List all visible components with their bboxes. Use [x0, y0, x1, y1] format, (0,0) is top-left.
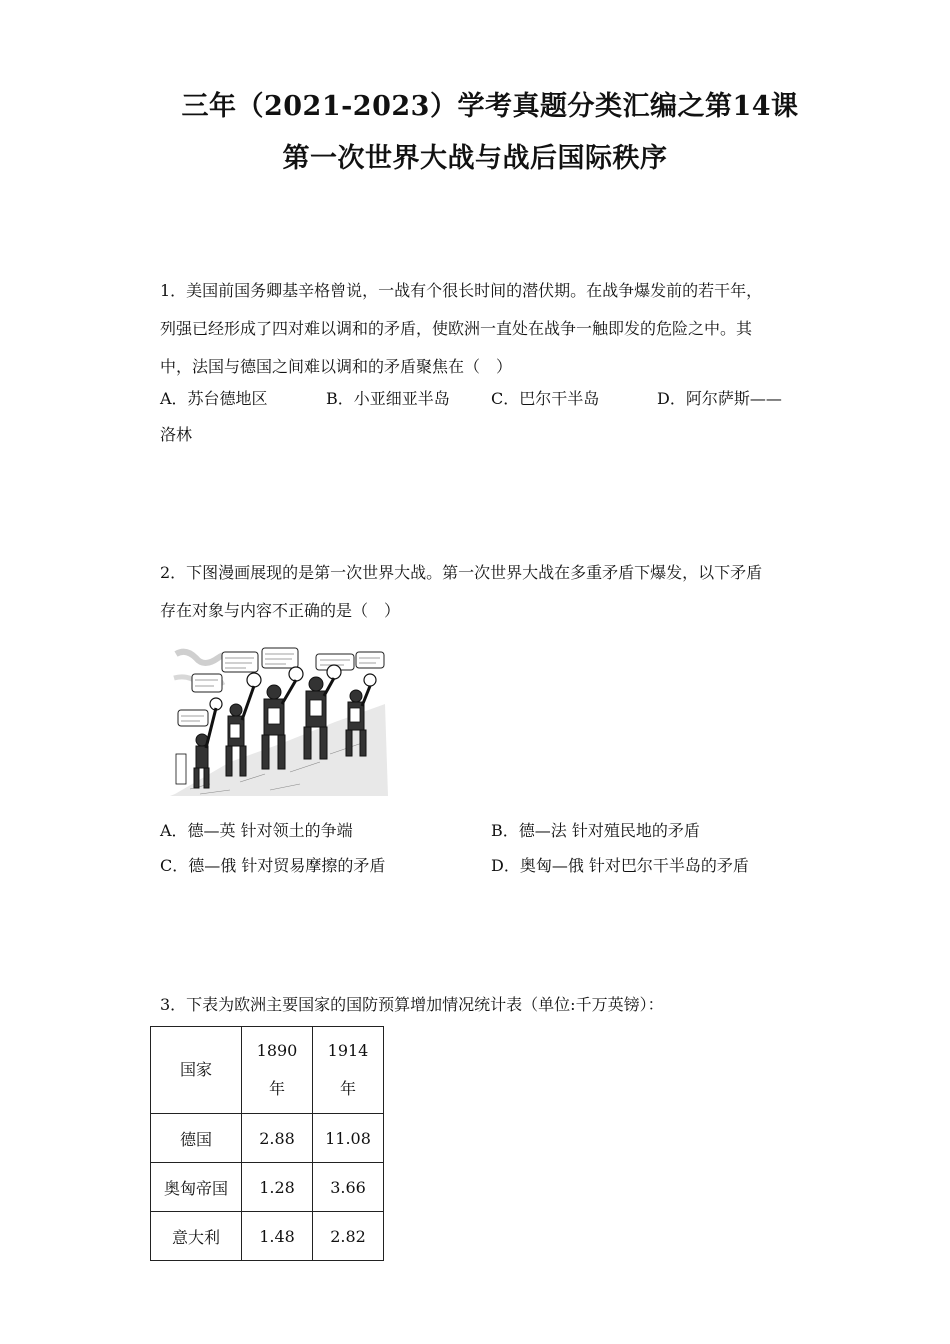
header-1914-unit: 年 — [339, 1079, 356, 1098]
table-header-cell — [313, 1027, 384, 1114]
header-1914-year: 1914 — [327, 1041, 369, 1060]
question-3-line: 3．下表为欧洲主要国家的国防预算增加情况统计表（单位:千万英镑）： — [160, 995, 664, 1014]
question-1-line: 中，法国与德国之间难以调和的矛盾聚焦在（ ） — [160, 357, 513, 376]
table-cell: 意大利 — [151, 1212, 242, 1261]
question-2-options-row-2 — [160, 847, 800, 885]
page-subtitle: 第一次世界大战与战后国际秩序 — [282, 143, 668, 174]
table-cell: 1.48 — [242, 1212, 313, 1261]
question-1-option-d-cont: 洛林 — [160, 425, 193, 444]
table-cell: 3.66 — [313, 1163, 384, 1212]
question-2-option-c[interactable]: C．德—俄 针对贸易摩擦的矛盾 — [160, 856, 386, 875]
table-cell: 1.28 — [242, 1163, 313, 1212]
question-3-stem — [160, 986, 790, 1024]
table-row — [151, 1114, 384, 1163]
table-cell: 2.88 — [242, 1114, 313, 1163]
table-header-row — [151, 1027, 384, 1114]
question-1-option-b[interactable]: B．小亚细亚半岛 — [326, 389, 450, 408]
table-cell: 德国 — [151, 1114, 242, 1163]
question-2-option-a[interactable]: A．德—英 针对领土的争端 — [160, 821, 353, 840]
question-1-option-d[interactable]: D．阿尔萨斯—— — [657, 389, 782, 408]
table-header-cell — [151, 1027, 242, 1114]
page-title: 三年（2021-2023）学考真题分类汇编之第14课 — [181, 91, 799, 122]
question-1-option-d-continued — [160, 416, 800, 454]
table-cell: 2.82 — [313, 1212, 384, 1261]
question-1-stem — [160, 272, 790, 386]
question-2-option-b[interactable]: B．德—法 针对殖民地的矛盾 — [491, 821, 700, 840]
question-2-options-row-1 — [160, 812, 800, 850]
question-1-line: 列强已经形成了四对难以调和的矛盾，使欧洲一直处在战争一触即发的危险之中。其 — [160, 319, 753, 338]
table-row — [151, 1212, 384, 1261]
table-cell: 11.08 — [313, 1114, 384, 1163]
table-row — [151, 1163, 384, 1212]
header-country: 国家 — [179, 1060, 212, 1079]
question-2-line: 存在对象与内容不正确的是（ ） — [160, 601, 401, 620]
question-2-stem — [160, 554, 790, 630]
table-cell: 奥匈帝国 — [151, 1163, 242, 1212]
header-1890-unit: 年 — [268, 1079, 285, 1098]
defense-budget-table — [150, 1026, 384, 1261]
header-1890-year: 1890 — [256, 1041, 298, 1060]
question-2-line: 2．下图漫画展现的是第一次世界大战。第一次世界大战在多重矛盾下爆发，以下矛盾 — [160, 563, 763, 582]
question-2-option-d[interactable]: D．奥匈—俄 针对巴尔干半岛的矛盾 — [491, 856, 749, 875]
ww1-cartoon-image — [170, 644, 388, 796]
question-1-option-c[interactable]: C．巴尔干半岛 — [491, 389, 600, 408]
table-header-cell — [242, 1027, 313, 1114]
question-1-option-a[interactable]: A．苏台德地区 — [160, 389, 268, 408]
question-1-options — [160, 380, 800, 418]
question-1-line: 1．美国前国务卿基辛格曾说，一战有个很长时间的潜伏期。在战争爆发前的若干年， — [160, 281, 763, 300]
